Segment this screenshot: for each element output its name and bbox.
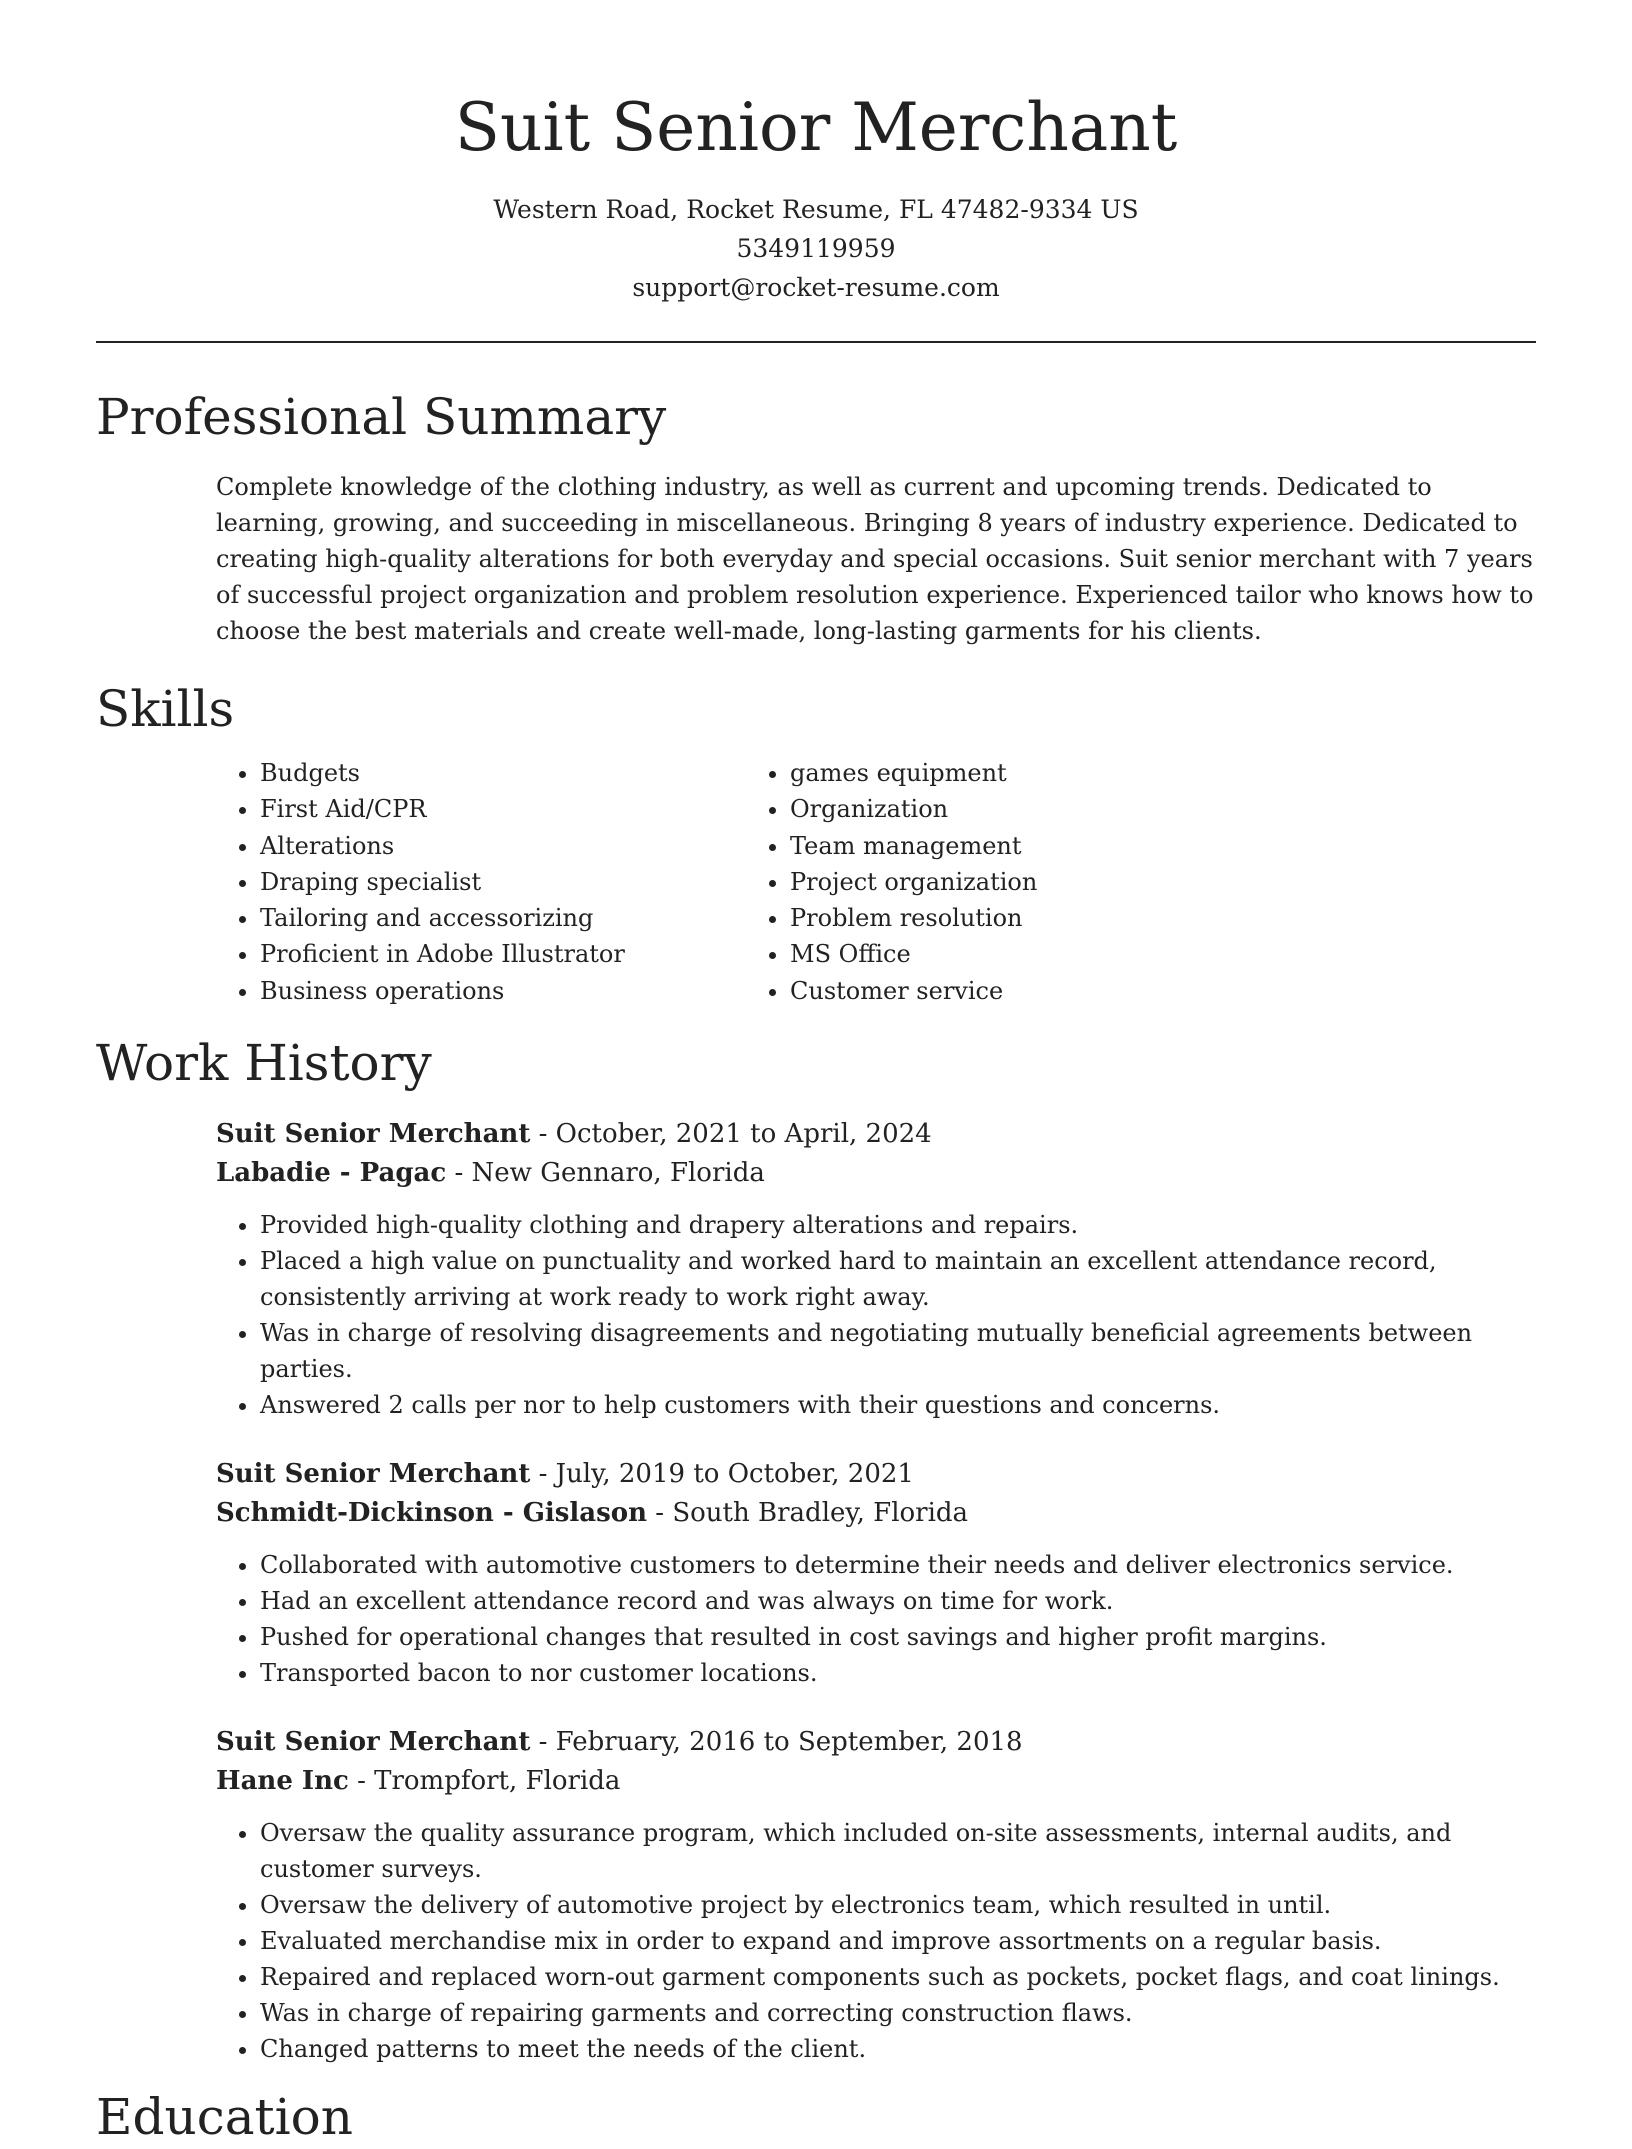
skills-heading: Skills [96,680,235,738]
job-bullet: • Was in charge of resolving disagreements and negotiating mutually beneficial agreements between parties. [260,1315,1536,1387]
resume-header [0,0,1632,307]
skills-list-left [96,755,746,1009]
summary-section [96,385,1536,649]
job-bullet: • Collaborated with automotive customers to determine their needs and deliver electronics service. [260,1547,1536,1583]
job-bullet: • Transported bacon to nor customer locations. [260,1655,1536,1691]
job-company: Labadie - Pagac [216,1158,447,1189]
job-entry [216,1115,1536,1423]
job-bullet: • Provided high-quality clothing and drapery alterations and repairs. [260,1207,1536,1243]
contact-block [0,190,1632,307]
phone: 5349119959 [736,234,896,263]
job-location: - South Bradley, Florida [647,1498,969,1529]
job-company: Hane Inc [216,1766,349,1797]
skill-item: • games equipment [790,755,1396,791]
skill-item: • Customer service [790,973,1396,1009]
job-location: - Trompfort, Florida [348,1766,621,1797]
job-bullets [216,1207,1536,1423]
job-bullets [216,1547,1536,1691]
job-company-line [216,1762,1536,1801]
skills-columns [96,755,1536,1009]
skill-item: • Proficient in Adobe Illustrator [260,936,746,972]
job-bullet: • Had an excellent attendance record and was always on time for work. [260,1583,1536,1619]
skills-list-right [746,755,1396,1009]
skills-section [96,677,1536,1009]
job-bullet: • Pushed for operational changes that resulted in cost savings and higher profit margins. [260,1619,1536,1655]
job-company: Schmidt-Dickinson - Gislason [216,1498,648,1529]
work-history-heading: Work History [96,1034,432,1093]
skill-item: • Budgets [260,755,746,791]
job-bullets [216,1815,1536,2067]
job-bullet: • Evaluated merchandise mix in order to expand and improve assortments on a regular basis. [260,1923,1536,1959]
skill-item: • First Aid/CPR [260,791,746,827]
skill-item: • MS Office [790,936,1396,972]
education-section [96,2085,1536,2149]
job-company-line [216,1154,1536,1193]
email: support@rocket-resume.com [632,273,1000,302]
job-dates: - February, 2016 to September, 2018 [530,1727,1023,1758]
job-bullet: • Repaired and replaced worn-out garment components such as pockets, pocket flags, and coat linings. [260,1959,1536,1995]
summary-text: Complete knowledge of the clothing industry, as well as current and upcoming trends. Dedicated to learning, growing, and succeeding in miscellaneous. Bringing 8 years of industry experience. Dedicated to creating high-quality alterations for both everyday and special occasions. Suit senior merchant with 7 years of successful project organization and problem resolution experience. Experienced tailor who knows how to choose the best materials and create well-made, long-lasting garments for his clients. [216,473,1534,645]
work-history-section [96,1031,1536,2067]
job-bullet: • Oversaw the quality assurance program, which included on-site assessments, internal audits, and customer surveys. [260,1815,1536,1887]
skill-item: • Problem resolution [790,900,1396,936]
address: Western Road, Rocket Resume, FL 47482-9334 US [493,195,1139,224]
job-title-line [216,1723,1536,1762]
job-location: - New Gennaro, Florida [446,1158,765,1189]
job-role: Suit Senior Merchant [216,1459,531,1490]
job-company-line [216,1494,1536,1533]
job-role: Suit Senior Merchant [216,1119,531,1150]
skill-item: • Team management [790,828,1396,864]
job-entry [216,1723,1536,2067]
skill-item: • Alterations [260,828,746,864]
job-title-line [216,1455,1536,1494]
skill-item: • Tailoring and accessorizing [260,900,746,936]
header-divider [96,341,1536,343]
job-entry [216,1455,1536,1691]
job-role: Suit Senior Merchant [216,1727,531,1758]
skill-item: • Business operations [260,973,746,1009]
job-bullet: • Placed a high value on punctuality and worked hard to maintain an excellent attendance record, consistently arriving at work ready to work right away. [260,1243,1536,1315]
job-title-line [216,1115,1536,1154]
summary-heading: Professional Summary [96,388,667,446]
job-dates: - July, 2019 to October, 2021 [530,1459,914,1490]
job-bullet: • Was in charge of repairing garments and correcting construction flaws. [260,1995,1536,2031]
skill-item: • Project organization [790,864,1396,900]
skill-item: • Organization [790,791,1396,827]
candidate-name: Suit Senior Merchant [454,89,1178,166]
skill-item: • Draping specialist [260,864,746,900]
job-dates: - October, 2021 to April, 2024 [530,1119,932,1150]
job-bullet: • Oversaw the delivery of automotive project by electronics team, which resulted in until. [260,1887,1536,1923]
job-bullet: • Answered 2 calls per nor to help customers with their questions and concerns. [260,1387,1536,1423]
job-bullet: • Changed patterns to meet the needs of the client. [260,2031,1536,2067]
education-heading: Education [96,2088,353,2147]
